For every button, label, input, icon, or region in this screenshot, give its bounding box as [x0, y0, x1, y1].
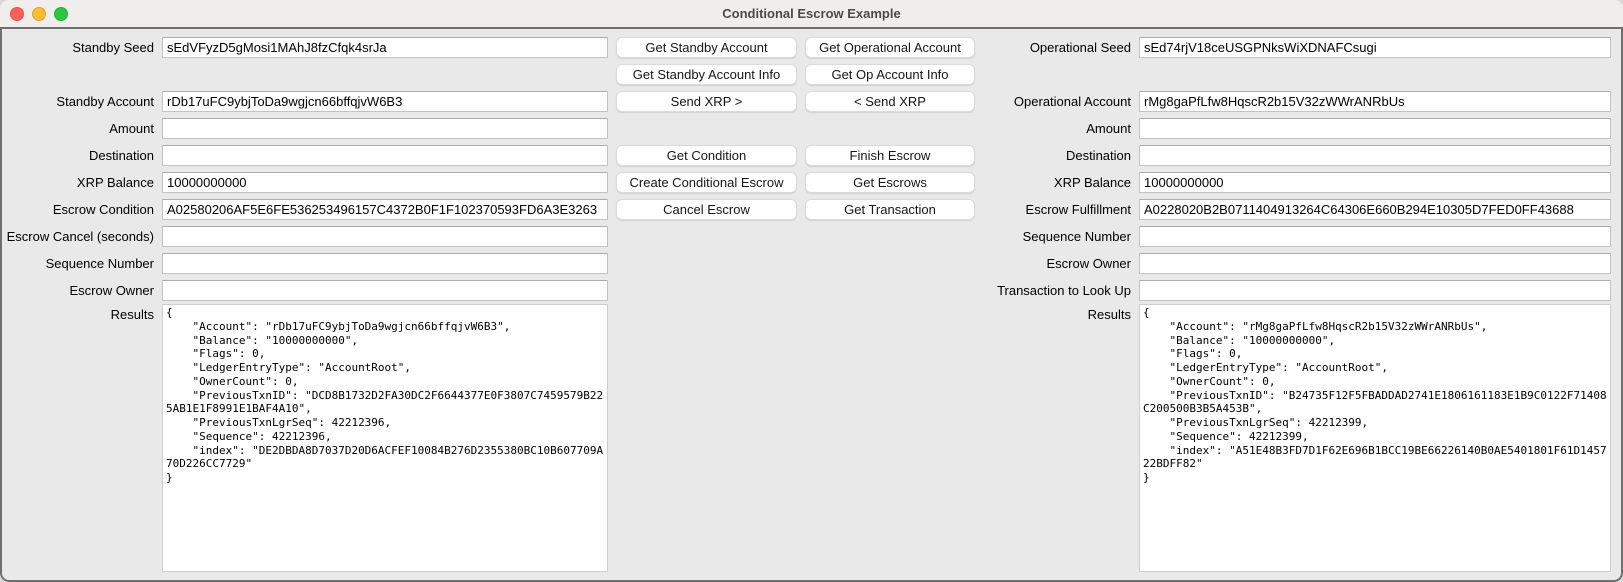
standby-results-textarea[interactable] — [162, 304, 608, 572]
standby-seed-input[interactable] — [162, 37, 608, 58]
operational-seed-label: Operational Seed — [1029, 40, 1131, 55]
get-operational-account-button[interactable]: Get Operational Account — [805, 37, 975, 58]
titlebar — [0, 0, 1623, 27]
get-escrows-button[interactable]: Get Escrows — [805, 172, 975, 193]
get-standby-account-info-button[interactable]: Get Standby Account Info — [616, 64, 797, 85]
operational-escrow-owner-input[interactable] — [1139, 253, 1611, 274]
form-grid — [2, 29, 1621, 580]
create-conditional-escrow-button[interactable]: Create Conditional Escrow — [616, 172, 797, 193]
send-xrp-right-button[interactable]: Send XRP > — [616, 91, 797, 112]
zoom-window-icon[interactable] — [54, 7, 68, 21]
operational-seed-input[interactable] — [1139, 37, 1611, 58]
close-window-icon[interactable] — [10, 7, 24, 21]
standby-seed-label: Standby Seed — [72, 40, 154, 55]
standby-sequence-number-input[interactable] — [162, 253, 608, 274]
standby-account-input[interactable] — [162, 91, 608, 112]
escrow-condition-input[interactable] — [162, 199, 608, 220]
standby-destination-label: Destination — [88, 148, 154, 163]
send-xrp-left-button[interactable]: < Send XRP — [805, 91, 975, 112]
escrow-condition-label: Escrow Condition — [52, 202, 154, 217]
operational-sequence-number-input[interactable] — [1139, 226, 1611, 247]
cancel-escrow-button[interactable]: Cancel Escrow — [616, 199, 797, 220]
operational-xrp-balance-input[interactable] — [1139, 172, 1611, 193]
standby-results-label: Results — [110, 307, 154, 322]
escrow-cancel-seconds-label: Escrow Cancel (seconds) — [6, 229, 154, 244]
operational-destination-label: Destination — [1065, 148, 1131, 163]
operational-results-label: Results — [1087, 307, 1131, 322]
standby-amount-input[interactable] — [162, 118, 608, 139]
finish-escrow-button[interactable]: Finish Escrow — [805, 145, 975, 166]
standby-account-label: Standby Account — [56, 94, 154, 109]
standby-amount-label: Amount — [109, 121, 154, 136]
operational-amount-label: Amount — [1086, 121, 1131, 136]
transaction-to-look-up-label: Transaction to Look Up — [997, 283, 1131, 298]
window-controls — [10, 7, 68, 21]
get-transaction-button[interactable]: Get Transaction — [805, 199, 975, 220]
get-standby-account-button[interactable]: Get Standby Account — [616, 37, 797, 58]
operational-escrow-owner-label: Escrow Owner — [1046, 256, 1131, 271]
operational-account-label: Operational Account — [1013, 94, 1131, 109]
operational-xrp-balance-label: XRP Balance — [1053, 175, 1131, 190]
escrow-fulfillment-label: Escrow Fulfillment — [1025, 202, 1131, 217]
standby-escrow-owner-input[interactable] — [162, 280, 608, 301]
standby-xrp-balance-input[interactable] — [162, 172, 608, 193]
get-condition-button[interactable]: Get Condition — [616, 145, 797, 166]
operational-results-textarea[interactable] — [1139, 304, 1611, 572]
transaction-to-look-up-input[interactable] — [1139, 280, 1611, 301]
escrow-cancel-seconds-input[interactable] — [162, 226, 608, 247]
standby-sequence-number-label: Sequence Number — [45, 256, 154, 271]
minimize-window-icon[interactable] — [32, 7, 46, 21]
window-content — [0, 27, 1623, 582]
standby-destination-input[interactable] — [162, 145, 608, 166]
operational-account-input[interactable] — [1139, 91, 1611, 112]
operational-destination-input[interactable] — [1139, 145, 1611, 166]
standby-escrow-owner-label: Escrow Owner — [69, 283, 154, 298]
window-title: Conditional Escrow Example — [722, 6, 901, 21]
get-op-account-info-button[interactable]: Get Op Account Info — [805, 64, 975, 85]
operational-sequence-number-label: Sequence Number — [1022, 229, 1131, 244]
operational-amount-input[interactable] — [1139, 118, 1611, 139]
standby-xrp-balance-label: XRP Balance — [76, 175, 154, 190]
escrow-fulfillment-input[interactable] — [1139, 199, 1611, 220]
